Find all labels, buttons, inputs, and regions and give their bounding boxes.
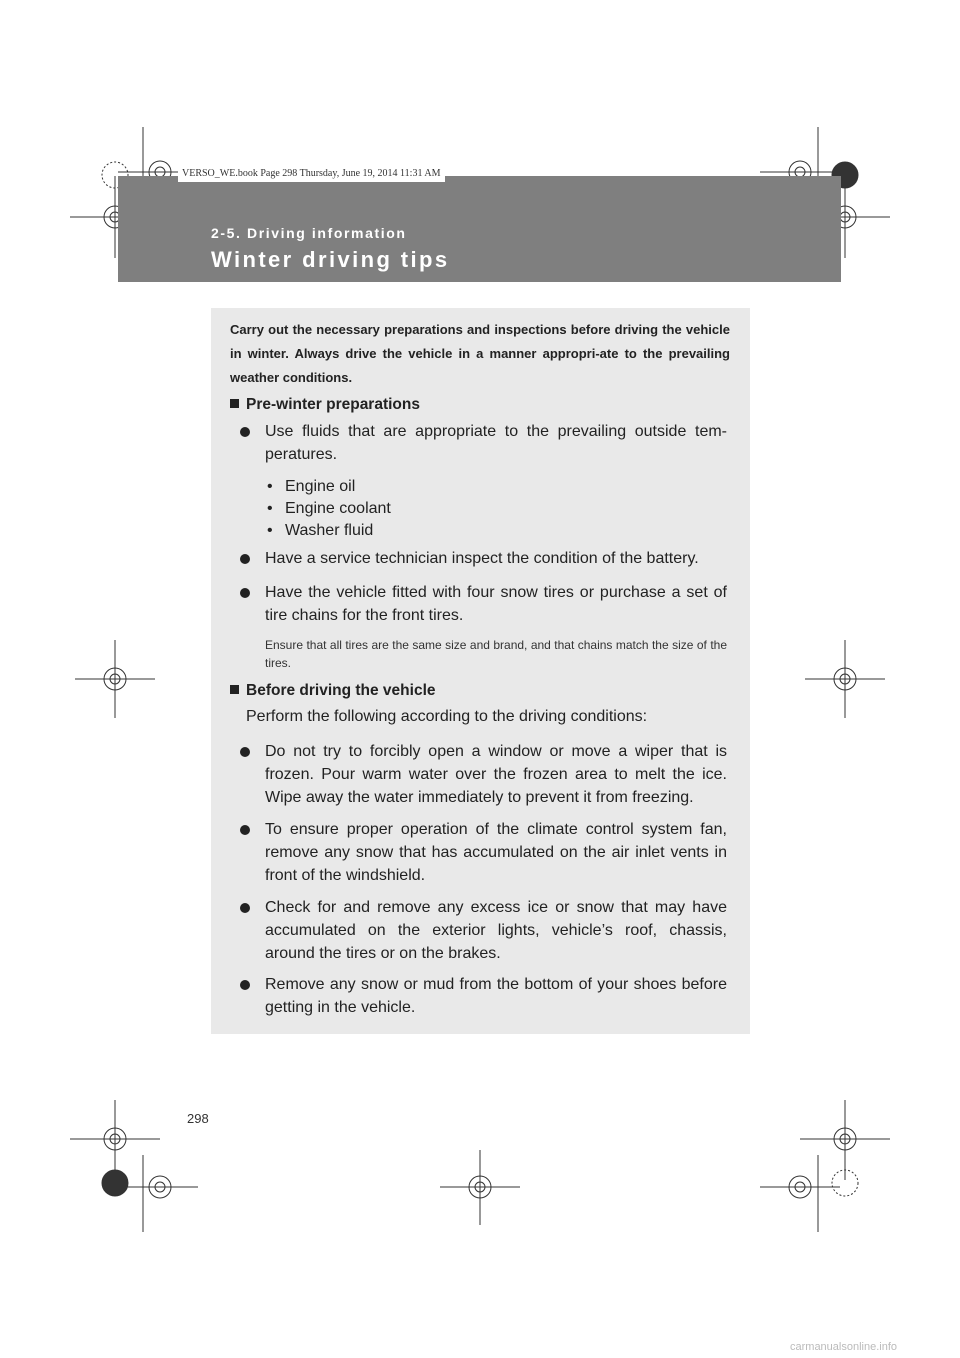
fluid-item: • Washer fluid xyxy=(267,522,374,539)
bullet-tires-text: Have the vehicle fitted with four snow tires or purchase a set of tire chains for the front tires. xyxy=(265,584,727,624)
bullet-frozen-text: Do not try to forcibly open a window or move a wiper that is frozen. Pour warm water over the frozen area to melt the ice. Wipe away the water immediately to prevent it from freezing. xyxy=(265,743,727,806)
before-driving-heading xyxy=(230,682,436,700)
fluid-item: • Engine coolant xyxy=(267,500,391,517)
page-number: 298 xyxy=(187,1111,209,1126)
bullet-ice-snow-text: Check for and remove any excess ice or snow that may have accumulated on the exterior lights, vehicle’s roof, chassis, around the tires or on the brakes. xyxy=(265,899,727,962)
tire-note: Ensure that all tires are the same size and brand, and that chains match the size of the tires. xyxy=(265,638,727,670)
bullet-dot-icon xyxy=(240,903,250,913)
pre-winter-heading-text: Pre-winter preparations xyxy=(246,396,420,413)
bullet-tires xyxy=(240,581,727,627)
bullet-dot-icon xyxy=(240,980,250,990)
bullet-frozen xyxy=(240,740,727,809)
bullet-fluids xyxy=(240,420,727,466)
book-stamp: VERSO_WE.book Page 298 Thursday, June 19, 2014 11:31 AM xyxy=(178,166,445,182)
square-bullet-icon xyxy=(230,685,239,694)
page-title: Winter driving tips xyxy=(211,247,450,272)
fluid-item: • Engine oil xyxy=(267,478,356,495)
intro-text: Carry out the necessary preparations and inspections before driving the vehicle in winter. Always drive the vehicle in a manner appropri-ate to the prevailing weather conditions. xyxy=(230,322,730,385)
section-label: 2-5. Driving information xyxy=(211,225,407,241)
bullet-dot-icon xyxy=(240,588,250,598)
bullet-dot-icon xyxy=(240,825,250,835)
pre-winter-heading xyxy=(230,396,420,414)
bullet-dot-icon xyxy=(240,427,250,437)
bullet-dot-icon xyxy=(240,554,250,564)
footer-watermark: carmanualsonline.info xyxy=(790,1341,898,1353)
bullet-battery xyxy=(240,547,727,570)
bullet-shoes-text: Remove any snow or mud from the bottom of your shoes before getting in the vehicle. xyxy=(265,976,727,1016)
bullet-air-inlet-text: To ensure proper operation of the climate control system fan, remove any snow that has accumulated on the air inlet vents in front of the windshield. xyxy=(265,821,727,884)
bullet-shoes xyxy=(240,973,727,1019)
bullet-dot-icon xyxy=(240,747,250,757)
before-driving-lead: Perform the following according to the driving conditions: xyxy=(246,708,648,725)
square-bullet-icon xyxy=(230,399,239,408)
bullet-air-inlet xyxy=(240,818,727,887)
bullet-battery-text: Have a service technician inspect the condition of the battery. xyxy=(265,550,699,567)
bullet-fluids-text: Use fluids that are appropriate to the prevailing outside tem-peratures. xyxy=(265,423,727,463)
before-driving-heading-text: Before driving the vehicle xyxy=(246,682,436,699)
bullet-ice-snow xyxy=(240,896,727,965)
